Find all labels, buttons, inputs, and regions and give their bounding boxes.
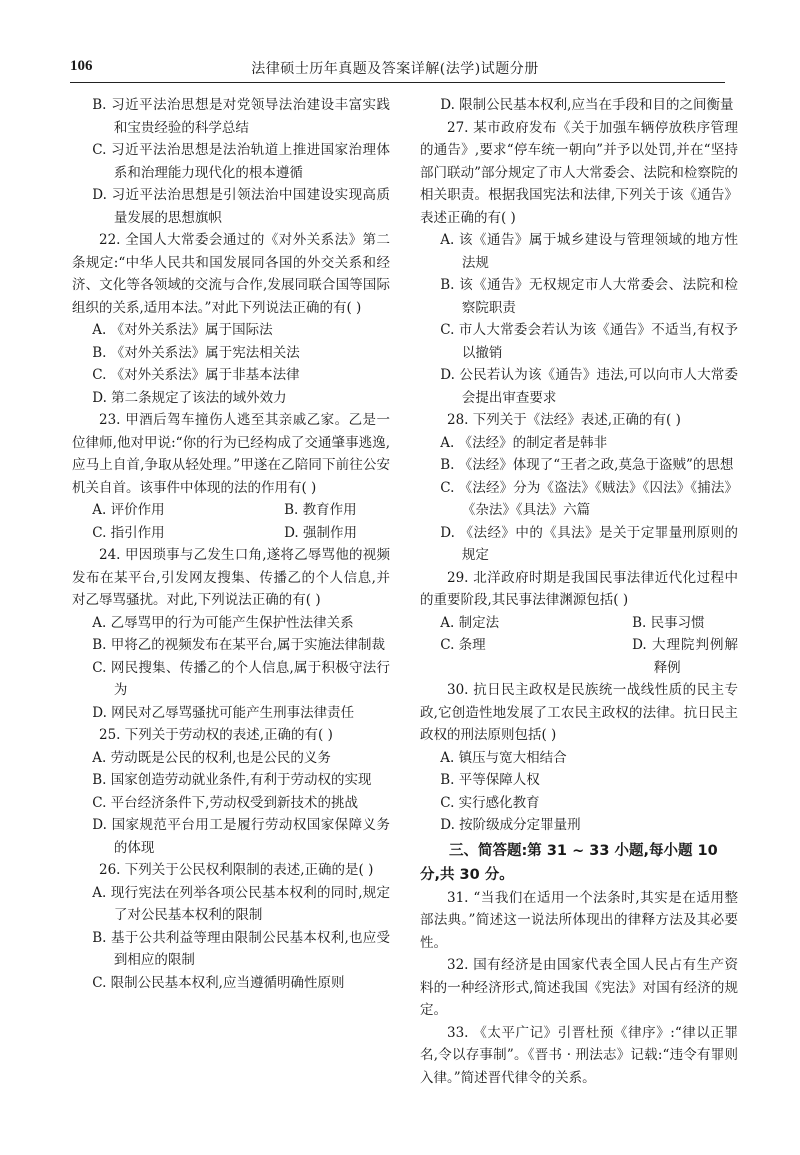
answer-option: D. 习近平法治思想是引领法治中国建设实现高质量发展的思想旗帜 [92, 187, 390, 226]
answer-option: C. 平台经济条件下,劳动权受到新技术的挑战 [92, 794, 358, 811]
answer-option: D. 强制作用 [284, 524, 358, 541]
answer-option: D. 国家规范平台用工是履行劳动权国家保障义务的体现 [92, 817, 390, 856]
question-text: 28. 下列关于《法经》表述,正确的有( ) [447, 412, 681, 428]
answer-option: C. 《法经》分为《盗法》《贼法》《囚法》《捕法》《杂法》《具法》六篇 [440, 479, 738, 518]
answer-option: B. 甲将乙的视频发布在某平台,属于实施法律制裁 [92, 637, 386, 653]
answer-option: A. 现行宪法在列举各项公民基本权利的同时,规定了对公民基本权利的限制 [92, 884, 390, 923]
header-rule [70, 82, 725, 83]
option-row [420, 634, 738, 679]
page-header [70, 58, 720, 80]
question-text: 24. 甲因琐事与乙发生口角,遂将乙辱骂他的视频发布在某平台,引发网友搜集、传播乙的个人信息,并对乙辱骂骚扰。对此,下列说法正确的有( ) [72, 547, 390, 608]
question-text: 32. 国有经济是由国家代表全国人民占有生产资料的一种经济形式,简述我国《宪法》对国有经济的规定。 [420, 957, 738, 1018]
answer-option: B. 基于公共利益等理由限制公民基本权利,也应受到相应的限制 [92, 929, 390, 968]
answer-option: D. 大理院判例解释例 [632, 637, 738, 676]
answer-option: C. 实行感化教育 [440, 794, 540, 811]
answer-option: A. 评价作用 [92, 502, 165, 518]
answer-option: D. 《法经》中的《具法》是关于定罪量刑原则的规定 [440, 524, 738, 563]
answer-option: C. 网民搜集、传播乙的个人信息,属于积极守法行为 [92, 659, 390, 698]
answer-option: A. 《法经》的制定者是韩非 [440, 434, 608, 451]
answer-option: D. 限制公民基本权利,应当在手段和目的之间衡量 [440, 97, 734, 113]
answer-option: B. 国家创造劳动就业条件,有利于劳动权的实现 [92, 772, 372, 788]
answer-option: B. 《法经》体现了“王者之政,莫急于盗贼”的思想 [440, 457, 734, 473]
question-text: 25. 下列关于劳动权的表述,正确的有( ) [99, 727, 333, 743]
answer-option: C. 习近平法治思想是法治轨道上推进国家治理体系和治理能力现代化的根本遵循 [92, 142, 390, 181]
answer-option: C. 条理 [440, 637, 486, 653]
left-column [72, 94, 390, 994]
answer-option: A. 乙辱骂甲的行为可能产生保护性法律关系 [92, 614, 354, 631]
page-number: 106 [70, 58, 93, 74]
question-text: 23. 甲酒后驾车撞伤人逃至其亲戚乙家。乙是一位律师,他对甲说:“你的行为已经构成了交通肇事逃逸,应马上自首,争取从轻处理。”甲遂在乙陪同下前往公安机关自首。该事件中体现的法的作用有( ) [72, 412, 390, 496]
question-text: 29. 北洋政府时期是我国民事法律近代化过程中的重要阶段,其民事法律渊源包括( ) [420, 569, 738, 608]
answer-option: D. 公民若认为该《通告》违法,可以向市人大常委会提出审查要求 [440, 367, 738, 406]
answer-option: A. 制定法 [440, 614, 500, 631]
question-text: 27. 某市政府发布《关于加强车辆停放秩序管理的通告》,要求“停车统一朝向”并予以处罚,并在“坚持部门联动”部分规定了市人大常委会、法院和检察院的相关职责。根据我国宪法和法律,下列关于该《通告》表述正确的有( ) [420, 119, 738, 226]
option-row [72, 522, 390, 545]
option-row [72, 499, 390, 522]
answer-option: C. 《对外关系法》属于非基本法律 [92, 367, 300, 383]
option-row [420, 612, 738, 635]
answer-option: C. 市人大常委会若认为该《通告》不适当,有权予以撤销 [440, 322, 738, 361]
question-text: 33. 《太平广记》引晋杜预《律序》:“律以正罪名,令以存事制”。《晋书 · 刑法志》记载:“违令有罪则入律。”简述晋代律令的关系。 [420, 1024, 738, 1086]
answer-option: B. 该《通告》无权规定市人大常委会、法院和检察院职责 [440, 277, 738, 316]
answer-option: B. 教育作用 [284, 502, 357, 518]
answer-option: D. 按阶级成分定罪量刑 [440, 817, 581, 833]
question-text: 22. 全国人大常委会通过的《对外关系法》第二条规定:“中华人民共和国发展同各国的外交关系和经济、文化等各领域的交流与合作,发展同联合国等国际组织的关系,适用本法。”对此下列说法正确的有( ) [72, 232, 390, 316]
section-heading: 三、简答题:第 31 ~ 33 小题,每小题 10 分,共 30 分。 [420, 842, 718, 883]
answer-option: D. 第二条规定了该法的域外效力 [92, 389, 287, 406]
answer-option: A. 《对外关系法》属于国际法 [92, 322, 273, 338]
answer-option: D. 网民对乙辱骂骚扰可能产生刑事法律责任 [92, 704, 355, 721]
answer-option: B. 民事习惯 [632, 614, 705, 631]
question-text: 30. 抗日民主政权是民族统一战线性质的民主专政,它创造性地发展了工农民主政权的法律。抗日民主政权的刑法原则包括( ) [420, 682, 738, 743]
running-title: 法律硕士历年真题及答案详解(法学)试题分册 [251, 61, 539, 77]
answer-option: C. 指引作用 [92, 524, 165, 541]
answer-option: C. 限制公民基本权利,应当遵循明确性原则 [92, 974, 345, 991]
answer-option: A. 劳动既是公民的权利,也是公民的义务 [92, 749, 331, 766]
answer-option: A. 该《通告》属于城乡建设与管理领域的地方性法规 [440, 232, 738, 271]
answer-option: B. 习近平法治思想是对党领导法治建设丰富实践和宝贵经验的科学总结 [92, 97, 390, 136]
right-column [420, 94, 738, 1089]
answer-option: B. 《对外关系法》属于宪法相关法 [92, 344, 300, 361]
question-text: 26. 下列关于公民权利限制的表述,正确的是( ) [99, 862, 374, 878]
answer-option: A. 镇压与宽大相结合 [440, 749, 567, 766]
answer-option: B. 平等保障人权 [440, 772, 540, 788]
question-text: 31. “当我们在适用一个法条时,其实是在适用整部法典。”简述这一说法所体现出的律释方法及其必要性。 [420, 889, 738, 951]
